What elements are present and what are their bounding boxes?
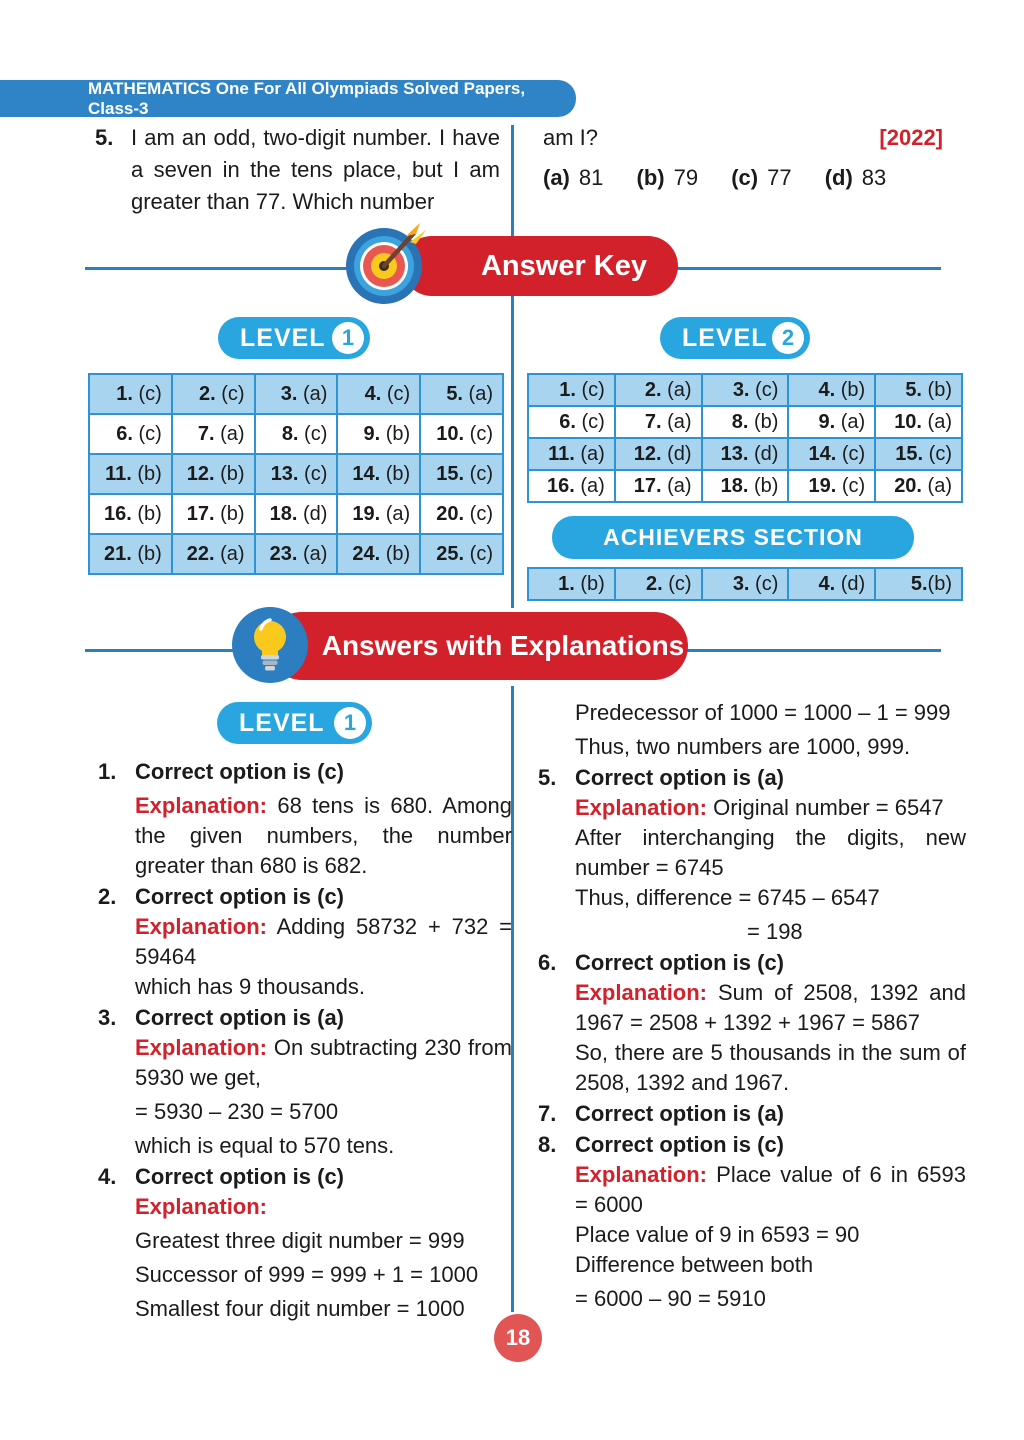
answer-cell: 2. (a) [616, 375, 701, 405]
answer-cell: 13. (c) [256, 455, 337, 493]
page-header-title: MATHEMATICS One For All Olympiads Solved Papers, Class-3 [88, 78, 526, 118]
answer-cell: 18. (b) [703, 471, 788, 501]
answer-title: Correct option is (a) [575, 1101, 785, 1126]
achievers-section-badge: ACHIEVERS SECTION [552, 516, 914, 559]
answer-cell: 5. (b) [876, 569, 961, 599]
explanations-left-column [98, 757, 512, 1325]
answer-cell: 9. (a) [789, 407, 874, 437]
level-2-answer-table [527, 373, 963, 503]
answer-cell: 14. (c) [789, 439, 874, 469]
explanations-title: Answers with Explanations [321, 630, 685, 661]
question-5 [95, 122, 500, 218]
explanation-item-3: 3. Correct option is (a) Explanation: On subtracting 230 from 5930 we get, = 5930 – 230 = 5700 which is equal to 570 tens. [98, 1005, 512, 1158]
explanations-right-column [538, 698, 966, 1315]
answer-cell: 11. (b) [90, 455, 171, 493]
answer-title: Correct option is (c) [575, 950, 785, 975]
achievers-answer-table [527, 567, 963, 601]
explanations-banner [268, 612, 688, 680]
answer-cell: 7. (a) [173, 415, 254, 453]
option-c: (c) 77 [731, 165, 792, 190]
answer-cell: 3. (c) [703, 375, 788, 405]
page-number-badge: 18 [494, 1314, 542, 1362]
answer-cell: 23. (a) [256, 535, 337, 573]
answer-cell: 4. (c) [338, 375, 419, 413]
answer-title: Correct option is (c) [135, 1164, 345, 1189]
answer-cell: 16. (a) [529, 471, 614, 501]
question-text: I am an odd, two-digit number. I have a seven in the tens place, but I am greater than 77. Which number [131, 125, 500, 214]
answer-cell: 18. (d) [256, 495, 337, 533]
explanation-item-4-continued: Predecessor of 1000 = 1000 – 1 = 999 Thus, two numbers are 1000, 999. [575, 700, 951, 759]
option-d: (d) 83 [824, 165, 887, 190]
answer-cell: 17. (b) [173, 495, 254, 533]
explanation-item-4: 4. Correct option is (c) Explanation: Greatest three digit number = 999 Successor of 999 = 999 + 1 = 1000 Smallest four digit number = 1000 [98, 1162, 512, 1324]
level-1-badge-number: 1 [332, 322, 364, 354]
answer-cell: 24. (b) [338, 535, 419, 573]
answer-cell: 15. (c) [421, 455, 502, 493]
explanations-level-1-badge [217, 702, 372, 744]
explanation-item-8: 8. Correct option is (c) Explanation: Place value of 6 in 6593 = 6000 Place value of 9 in 6593 = 90 Difference between both = 6000 – 90 = 5910 [538, 1132, 966, 1311]
answer-cell: 20. (c) [421, 495, 502, 533]
answer-cell: 10. (a) [876, 407, 961, 437]
level-1-badge-label: LEVEL [240, 323, 326, 352]
page-header [0, 80, 576, 117]
level-1-badge [218, 317, 370, 359]
explanation-item-6: 6. Correct option is (c) Explanation: Sum of 2508, 1392 and 1967 = 2508 + 1392 + 1967 = 5867 So, there are 5 thousands in the sum of 2508, 1392 and 1967. [538, 950, 966, 1095]
target-icon [343, 221, 429, 307]
question-number: 5. [95, 125, 114, 150]
answer-cell: 4. (d) [789, 569, 874, 599]
answer-cell: 16. (b) [90, 495, 171, 533]
explanation-text: Explanation: 68 tens is 680. Among the given numbers, the number greater than 680 is 682. [135, 793, 512, 878]
answer-cell: 14. (b) [338, 455, 419, 493]
answer-key-banner [402, 236, 678, 296]
answer-key-title: Answer Key [480, 249, 647, 282]
answer-cell: 22. (a) [173, 535, 254, 573]
answer-cell: 7. (a) [616, 407, 701, 437]
column-divider-line [511, 125, 514, 223]
question-options [543, 162, 943, 194]
explanation-text: Explanation: On subtracting 230 from 5930 we get, [135, 1035, 512, 1090]
answer-cell: 10. (c) [421, 415, 502, 453]
answer-cell: 5. (b) [876, 375, 961, 405]
explanation-text: Explanation: Original number = 6547 [575, 795, 944, 820]
answer-cell: 11. (a) [529, 439, 614, 469]
explanation-text: Explanation: Place value of 6 in 6593 = 6000 [575, 1162, 966, 1217]
answer-title: Correct option is (c) [575, 1132, 785, 1157]
answer-title: Correct option is (a) [575, 765, 785, 790]
year-tag: [2022] [879, 125, 943, 150]
answer-cell: 6. (c) [90, 415, 171, 453]
level-2-badge-number: 2 [772, 322, 804, 354]
level-2-badge [660, 317, 810, 359]
answer-title: Correct option is (c) [135, 759, 345, 784]
explanation-text: Explanation: Sum of 2508, 1392 and 1967 = 2508 + 1392 + 1967 = 5867 [575, 980, 966, 1035]
answer-cell: 6. (c) [529, 407, 614, 437]
explanations-level-1-label: LEVEL [239, 708, 325, 737]
answer-cell: 5. (a) [421, 375, 502, 413]
option-b: (b) 79 [636, 165, 699, 190]
answer-cell: 9. (b) [338, 415, 419, 453]
answer-cell: 3. (c) [703, 569, 788, 599]
answer-cell: 1. (b) [529, 569, 614, 599]
explanation-item-2: 2. Correct option is (c) Explanation: Adding 58732 + 732 = 59464 which has 9 thousands. [98, 884, 512, 999]
answer-title: Correct option is (c) [135, 884, 345, 909]
answer-cell: 4. (b) [789, 375, 874, 405]
answer-cell: 8. (b) [703, 407, 788, 437]
answer-cell: 25. (c) [421, 535, 502, 573]
explanation-item-5: 5. Correct option is (a) Explanation: Original number = 6547 After interchanging the digits, new number = 6745 Thus, difference = 6745 – 6547 = 198 [538, 765, 966, 944]
answer-cell: 13. (d) [703, 439, 788, 469]
explanation-item-7: 7. Correct option is (a) [538, 1099, 966, 1129]
answer-cell: 2. (c) [173, 375, 254, 413]
option-a: (a) 81 [543, 165, 604, 190]
explanations-level-1-number: 1 [334, 707, 366, 739]
answer-cell: 15. (c) [876, 439, 961, 469]
answer-title: Correct option is (a) [135, 1005, 345, 1030]
answer-cell: 2. (c) [616, 569, 701, 599]
question-text-continuation: am I? [543, 125, 599, 150]
level-2-badge-label: LEVEL [682, 323, 768, 352]
answer-cell: 20. (a) [876, 471, 961, 501]
answer-cell: 19. (a) [338, 495, 419, 533]
answer-cell: 12. (d) [616, 439, 701, 469]
answer-cell: 1. (c) [529, 375, 614, 405]
answer-cell: 3. (a) [256, 375, 337, 413]
answer-cell: 12. (b) [173, 455, 254, 493]
answer-cell: 8. (c) [256, 415, 337, 453]
answer-cell: 21. (b) [90, 535, 171, 573]
answer-cell: 17. (a) [616, 471, 701, 501]
level-1-answer-table [88, 373, 504, 575]
explanation-text: Explanation: Adding 58732 + 732 = 59464 [135, 914, 512, 969]
explanation-item-1: 1. Correct option is (c) Explanation: 68 tens is 680. Among the given numbers, the number greater than 680 is 682. [98, 757, 512, 881]
bulb-icon [231, 606, 309, 684]
answer-cell: 19. (c) [789, 471, 874, 501]
answer-cell: 1. (c) [90, 375, 171, 413]
question-5-continued [543, 122, 943, 194]
